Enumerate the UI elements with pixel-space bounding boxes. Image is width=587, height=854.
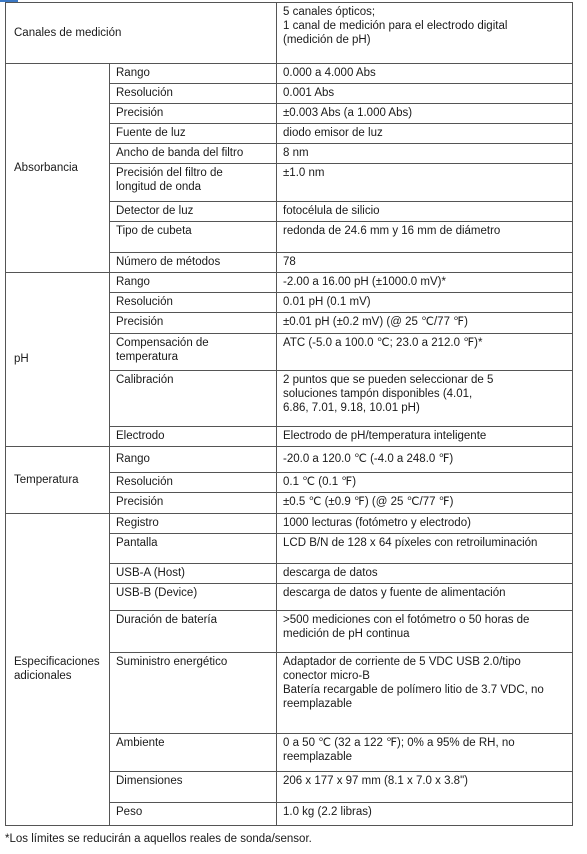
param-cell: Pantalla: [110, 534, 277, 564]
table-row: [6, 3, 573, 64]
param-cell: Duración de batería: [110, 611, 277, 653]
value-cell: ±0.5 ℃ (±0.9 ℉) (@ 25 ℃/77 ℉): [277, 493, 573, 514]
param-cell: Precisión: [110, 493, 277, 514]
spec-table: [5, 2, 573, 826]
param-cell: Rango: [110, 273, 277, 293]
param-cell: Peso: [110, 803, 277, 826]
param-cell: USB-B (Device): [110, 584, 277, 611]
table-row: [6, 447, 573, 473]
value-cell: -20.0 a 120.0 ℃ (-4.0 a 248.0 ℉): [277, 447, 573, 473]
category-cell: Especificaciones adicionales: [6, 514, 110, 826]
param-cell: USB-A (Host): [110, 564, 277, 584]
value-cell: Electrodo de pH/temperatura inteligente: [277, 427, 573, 447]
param-cell: Tipo de cubeta: [110, 222, 277, 253]
param-cell: Resolución: [110, 293, 277, 313]
param-cell: Registro: [110, 514, 277, 534]
param-cell: Suministro energético: [110, 653, 277, 734]
param-cell: Precisión: [110, 104, 277, 124]
param-cell: Número de métodos: [110, 253, 277, 273]
value-cell: ATC (-5.0 a 100.0 ℃; 23.0 a 212.0 ℉)*: [277, 334, 573, 371]
value-cell: diodo emisor de luz: [277, 124, 573, 144]
param-cell: Resolución: [110, 84, 277, 104]
param-cell: Precisión del filtro de longitud de onda: [110, 164, 277, 202]
value-cell: 0.1 ℃ (0.1 ℉): [277, 473, 573, 493]
value-cell: ±1.0 nm: [277, 164, 573, 202]
table-row: [6, 64, 573, 84]
param-cell: Rango: [110, 447, 277, 473]
param-cell: Rango: [110, 64, 277, 84]
param-cell: Ancho de banda del filtro: [110, 144, 277, 164]
value-cell: 0 a 50 ℃ (32 a 122 ℉); 0% a 95% de RH, no reemplazable: [277, 734, 573, 772]
value-cell: 0.01 pH (0.1 mV): [277, 293, 573, 313]
param-cell: Detector de luz: [110, 202, 277, 222]
param-cell: Precisión: [110, 313, 277, 334]
value-cell: Adaptador de corriente de 5 VDC USB 2.0/tipo conector micro-B Batería recargable de polímero litio de 3.7 VDC, no reemplazable: [277, 653, 573, 734]
value-cell: ±0.01 pH (±0.2 mV) (@ 25 ℃/77 ℉): [277, 313, 573, 334]
table-row: [6, 273, 573, 293]
param-cell: Calibración: [110, 371, 277, 427]
value-cell: 0.000 a 4.000 Abs: [277, 64, 573, 84]
value-cell: descarga de datos y fuente de alimentación: [277, 584, 573, 611]
value-cell: LCD B/N de 128 x 64 píxeles con retroiluminación: [277, 534, 573, 564]
value-cell: ±0.003 Abs (a 1.000 Abs): [277, 104, 573, 124]
value-cell: 1000 lecturas (fotómetro y electrodo): [277, 514, 573, 534]
value-cell: -2.00 a 16.00 pH (±1000.0 mV)*: [277, 273, 573, 293]
param-cell: Resolución: [110, 473, 277, 493]
value-cell: redonda de 24.6 mm y 16 mm de diámetro: [277, 222, 573, 253]
value-cell: fotocélula de silicio: [277, 202, 573, 222]
value-cell: 5 canales ópticos; 1 canal de medición para el electrodo digital (medición de pH): [277, 3, 573, 64]
value-cell: 206 x 177 x 97 mm (8.1 x 7.0 x 3.8"): [277, 772, 573, 803]
category-cell: pH: [6, 273, 110, 447]
param-cell: Electrodo: [110, 427, 277, 447]
category-cell: Absorbancia: [6, 64, 110, 273]
param-cell: Dimensiones: [110, 772, 277, 803]
value-cell: 8 nm: [277, 144, 573, 164]
value-cell: 0.001 Abs: [277, 84, 573, 104]
value-cell: 1.0 kg (2.2 libras): [277, 803, 573, 826]
table-row: [6, 514, 573, 534]
value-cell: >500 mediciones con el fotómetro o 50 horas de medición de pH continua: [277, 611, 573, 653]
param-cell: Compensación de temperatura: [110, 334, 277, 371]
category-cell: Temperatura: [6, 447, 110, 514]
param-cell: Fuente de luz: [110, 124, 277, 144]
value-cell: descarga de datos: [277, 564, 573, 584]
param-cell: Ambiente: [110, 734, 277, 772]
category-cell: Canales de medición: [6, 3, 277, 64]
value-cell: 2 puntos que se pueden seleccionar de 5 soluciones tampón disponibles (4.01, 6.86, 7.01, 9.18, 10.01 pH): [277, 371, 573, 427]
footnote: *Los límites se reducirán a aquellos reales de sonda/sensor.: [5, 833, 312, 845]
value-cell: 78: [277, 253, 573, 273]
